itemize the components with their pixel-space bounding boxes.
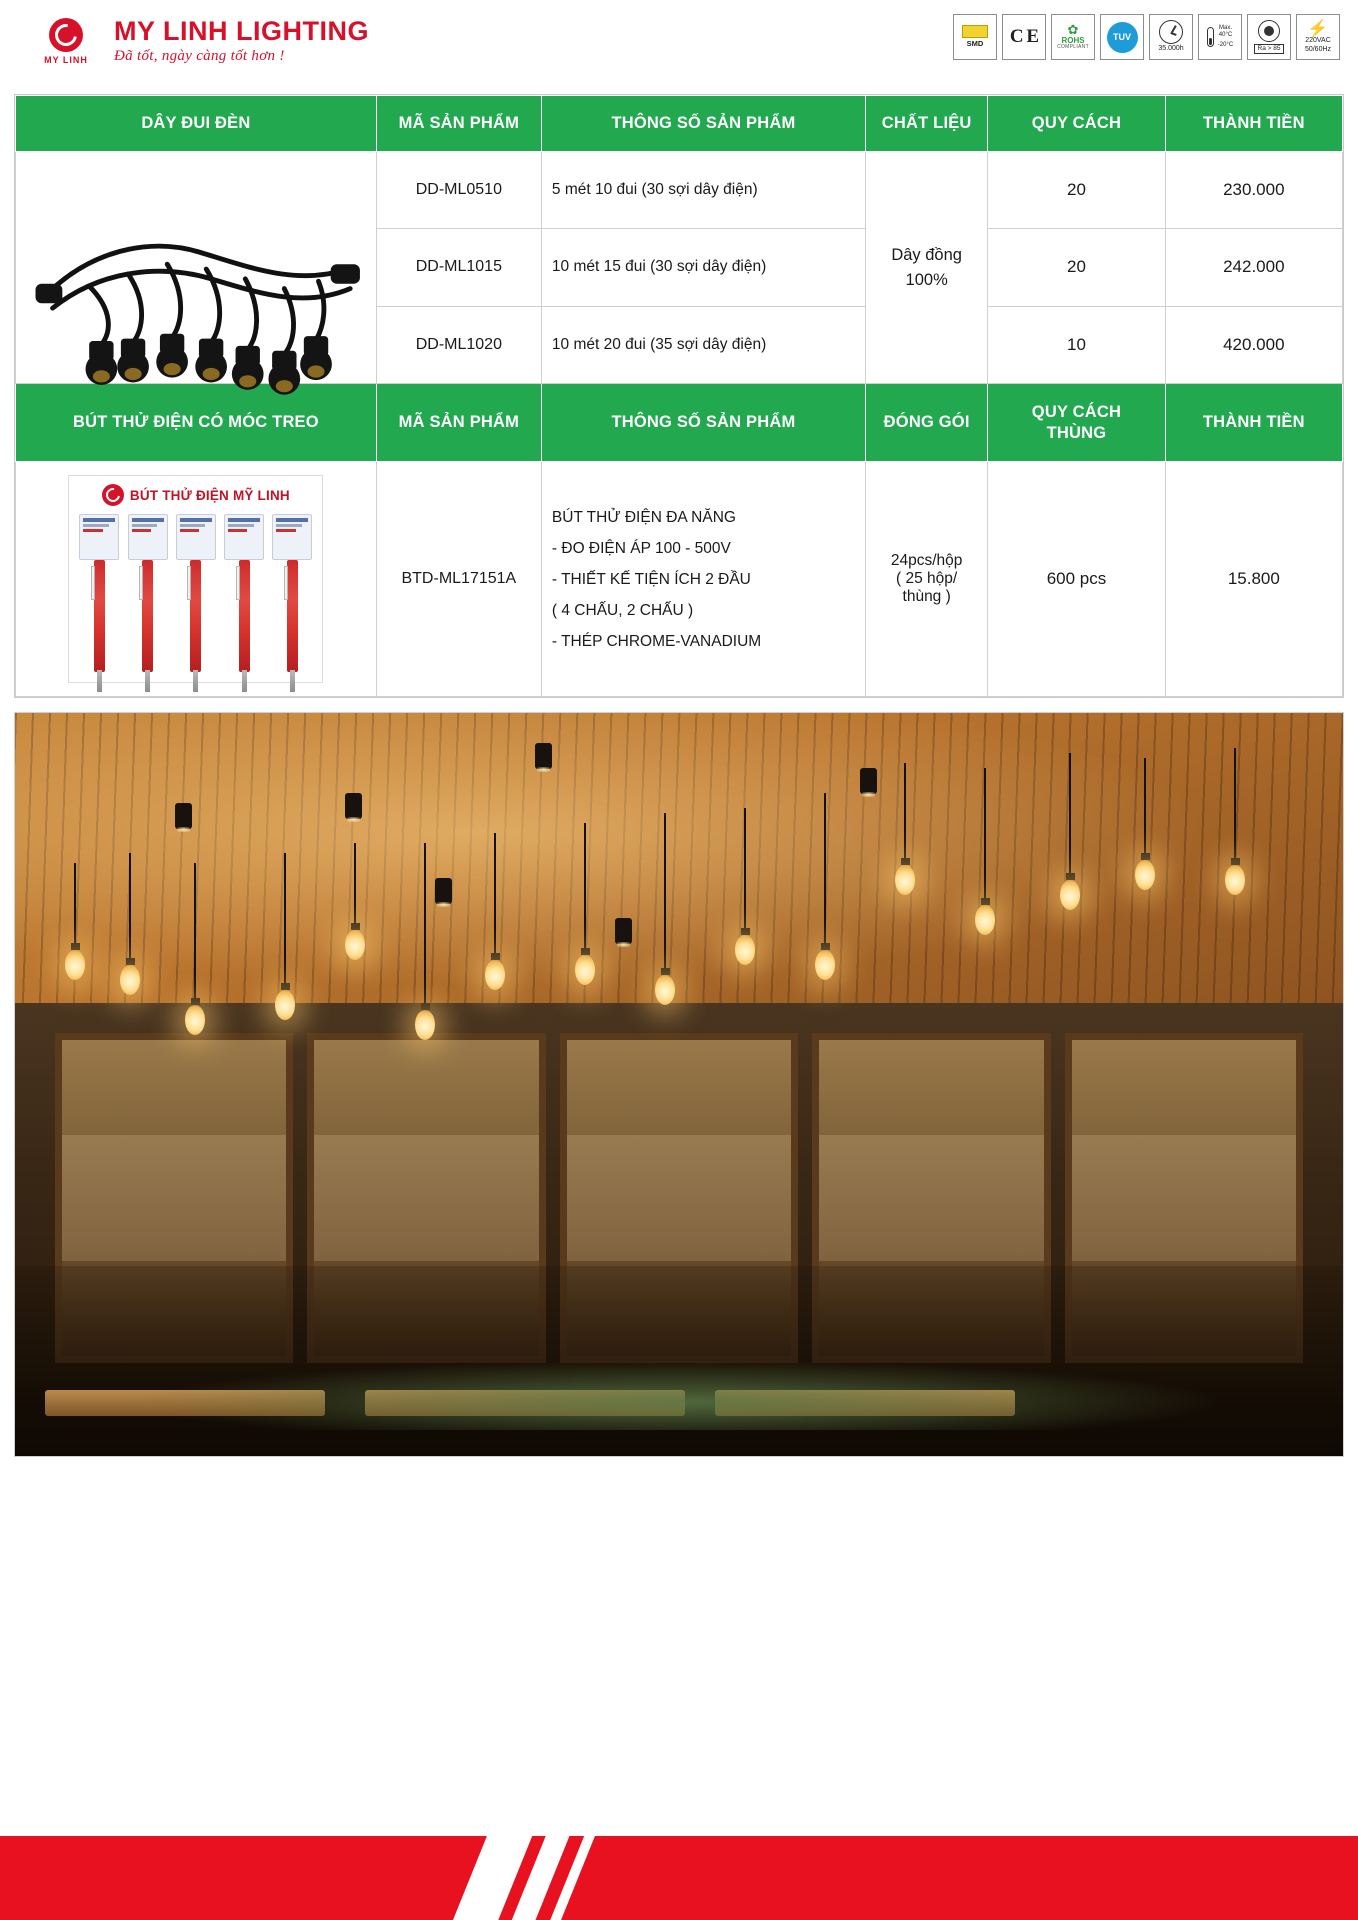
spec-line: - THIẾT KẾ TIỆN ÍCH 2 ĐẦU [551, 570, 751, 588]
cell-packing: 24pcs/hộp ( 25 hộp/ thùng ) [866, 462, 988, 697]
cell-code: BTD-ML17151A [376, 462, 541, 697]
tester-pen [224, 514, 264, 672]
th2-packing: ĐÓNG GÓI [866, 384, 988, 462]
smd-chip-icon [962, 25, 988, 38]
cell-carton-quantity: 600 pcs [988, 462, 1165, 697]
cell-price: 242.000 [1165, 229, 1342, 306]
tester-pen [128, 514, 168, 672]
th2-product-spec: THÔNG SỐ SẢN PHẨM [541, 384, 865, 462]
cell-quantity: 20 [988, 229, 1165, 306]
ce-badge [1002, 14, 1046, 60]
lightning-bolt-icon: ⚡ [1307, 19, 1329, 39]
pen-card [79, 514, 119, 560]
spec-line: - THÉP CHROME-VANADIUM [551, 632, 762, 650]
tuv-circle-icon: TUV [1107, 22, 1138, 53]
pendant-bulb [575, 823, 595, 985]
logo-circle-icon [49, 18, 83, 52]
cell-code: DD-ML1020 [376, 306, 541, 383]
pendant-bulb [735, 808, 755, 965]
cell-price: 420.000 [1165, 306, 1342, 383]
lifetime-label: 35.000h [1158, 45, 1184, 53]
pendant-bulb [485, 833, 505, 990]
tester-pen-package-header [75, 484, 316, 506]
brand-slogan: Đã tốt, ngày càng tốt hơn ! [114, 48, 285, 65]
th2-price: THÀNH TIỀN [1165, 384, 1342, 462]
page-header [0, 0, 1358, 90]
tester-pen-package-title: BÚT THỬ ĐIỆN MỸ LINH [129, 487, 290, 503]
pendant-bulb [275, 853, 295, 1020]
track-spotlight [435, 878, 452, 904]
spec-line: - ĐO ĐIỆN ÁP 100 - 500V [551, 539, 731, 557]
voltage-label: 220VAC 50/60Hz [1304, 37, 1332, 53]
pendant-bulb [1225, 748, 1245, 895]
logo-label: MY LINH [44, 54, 88, 65]
brand-name: MY LINH LIGHTING [114, 15, 369, 46]
pendant-bulb [895, 763, 915, 895]
temp-min: -20°C [1217, 41, 1234, 48]
pen-card [224, 514, 264, 560]
cell-spec: 10 mét 20 đui (35 sợi dây điện) [541, 306, 865, 383]
th-price: THÀNH TIỀN [1165, 96, 1342, 152]
cell-spec [541, 462, 865, 697]
product-tables [14, 94, 1344, 698]
track-spotlight [535, 743, 552, 769]
ce-label: C E [1009, 26, 1039, 48]
dining-area [15, 1266, 1343, 1456]
smd-label: SMD [966, 39, 984, 49]
temp-max: Max. 40°C [1218, 25, 1233, 39]
spec-list [552, 502, 855, 657]
tuv-badge [1100, 14, 1144, 60]
cell-price: 230.000 [1165, 152, 1342, 229]
th2-product-code: MÃ SẢN PHẨM [376, 384, 541, 462]
track-spotlight [860, 768, 877, 794]
voltage-badge [1296, 14, 1340, 60]
lifetime-badge [1149, 14, 1193, 60]
smd-badge [953, 14, 997, 60]
cell-quantity: 20 [988, 152, 1165, 229]
pendant-bulb [815, 793, 835, 980]
pen-body [190, 560, 201, 672]
string-light-image [16, 152, 377, 384]
company-logo [32, 10, 100, 72]
table1-header-row [16, 96, 1343, 152]
tester-pen-image [16, 462, 377, 697]
track-spotlight [615, 918, 632, 944]
table-row [16, 152, 1343, 229]
temperature-values [1218, 25, 1233, 49]
th-product-image: DÂY ĐUI ĐÈN [16, 96, 377, 152]
cell-material: Dây đồng 100% [866, 152, 988, 384]
pendant-bulb [1060, 753, 1080, 910]
rohs-badge [1051, 14, 1095, 60]
string-light-illustration [16, 152, 376, 435]
pendant-bulb [185, 863, 205, 1035]
clock-icon [1159, 20, 1183, 44]
leaf-icon: ✿ [1067, 22, 1079, 38]
track-spotlight [175, 803, 192, 829]
pendant-bulb [975, 768, 995, 935]
th2-carton-line1: QUY CÁCH [1031, 403, 1122, 421]
th-material: CHẤT LIỆU [866, 96, 988, 152]
cell-price: 15.800 [1165, 462, 1342, 697]
tester-pen [272, 514, 312, 672]
spec-line: BÚT THỬ ĐIỆN ĐA NĂNG [551, 508, 736, 526]
footer-divider [0, 1832, 1358, 1836]
plant-decor [135, 1360, 1223, 1430]
pendant-bulb [655, 813, 675, 1005]
pen-body [287, 560, 298, 672]
pendant-bulb [345, 843, 365, 960]
pendant-bulb [120, 853, 140, 995]
table-row [16, 462, 1343, 697]
pen-body [239, 560, 250, 672]
product-table [15, 95, 1343, 697]
th2-product-image: BÚT THỬ ĐIỆN CÓ MÓC TREO [16, 384, 377, 462]
pendant-bulb [415, 843, 435, 1040]
tester-pen [79, 514, 119, 672]
cell-code: DD-ML0510 [376, 152, 541, 229]
cell-spec: 10 mét 15 đui (30 sợi dây điện) [541, 229, 865, 306]
mini-logo-icon [102, 484, 124, 506]
showcase-photo [14, 712, 1344, 1457]
th-quantity: QUY CÁCH [988, 96, 1165, 152]
pen-body [94, 560, 105, 672]
cri-badge [1247, 14, 1291, 60]
rohs-label: ROHS [1061, 36, 1085, 46]
pen-card [272, 514, 312, 560]
brand-block [32, 10, 369, 72]
pen-body [142, 560, 153, 672]
th-product-spec: THÔNG SỐ SẢN PHẨM [541, 96, 865, 152]
pendant-bulb [1135, 758, 1155, 890]
color-rendering-icon [1258, 20, 1280, 42]
tester-pen [176, 514, 216, 672]
th2-carton-line2: THÙNG [1046, 423, 1107, 442]
tester-pen-row [75, 514, 316, 672]
cell-quantity: 10 [988, 306, 1165, 383]
pen-card [128, 514, 168, 560]
tester-pen-package [68, 475, 323, 683]
certification-badges [953, 14, 1340, 60]
page-footer [0, 1832, 1358, 1920]
cell-spec: 5 mét 10 đui (30 sợi dây điện) [541, 152, 865, 229]
thermometer-icon [1207, 27, 1214, 47]
track-spotlight [345, 793, 362, 819]
pen-card [176, 514, 216, 560]
spec-line: ( 4 CHẤU, 2 CHẤU ) [551, 601, 694, 619]
cri-label: Ra > 85 [1254, 44, 1285, 53]
brand-words [114, 17, 369, 66]
rohs-sublabel: COMPLIANT [1057, 44, 1089, 51]
th2-carton-quantity [988, 384, 1165, 462]
cell-code: DD-ML1015 [376, 229, 541, 306]
th-product-code: MÃ SẢN PHẨM [376, 96, 541, 152]
pendant-bulb [65, 863, 85, 980]
temperature-badge [1198, 14, 1242, 60]
